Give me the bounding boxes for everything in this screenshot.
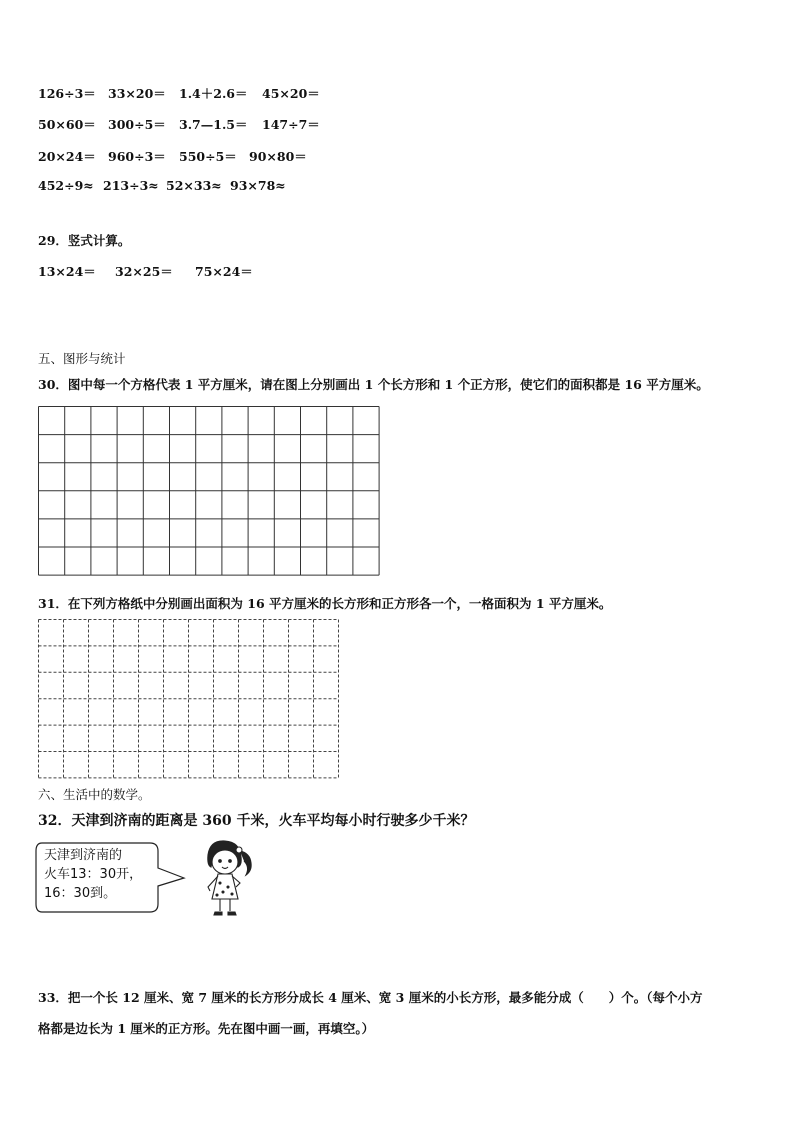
square-grid-dashed[interactable] (38, 619, 340, 779)
calc-item: 20×24＝ (38, 149, 96, 164)
calc-item: 550÷5＝ (179, 149, 237, 164)
question-29-title: 29．竖式计算。 (38, 233, 131, 248)
girl-illustration (188, 837, 258, 919)
calc-item: 126÷3＝ (38, 86, 96, 101)
calc-item: 3.7—1.5＝ (179, 117, 248, 132)
calc-item: 33×20＝ (108, 86, 166, 101)
section-6-title: 六、生活中的数学。 (38, 787, 151, 802)
q29-item: 32×25＝ (115, 264, 173, 279)
square-grid-solid[interactable] (38, 406, 381, 577)
section-5-title: 五、图形与统计 (38, 351, 126, 366)
calc-item: 45×20＝ (262, 86, 320, 101)
question-32-text: 32．天津到济南的距离是 360 千米，火车平均每小时行驶多少千米？ (38, 813, 475, 829)
calc-item: 960÷3＝ (108, 149, 166, 164)
calc-item: 300÷5＝ (108, 117, 166, 132)
question-33-line2: 格都是边长为 1 厘米的正方形。先在图中画一画，再填空。） (38, 1021, 375, 1036)
calc-item: 1.4＋2.6＝ (179, 86, 248, 101)
question-33-line1: 33．把一个长 12 厘米、宽 7 厘米的长方形分成长 4 厘米、宽 3 厘米的小长方形，最多能分成（ ）个。（每个小方 (38, 990, 703, 1005)
q29-item: 13×24＝ (38, 264, 96, 279)
bubble-line: 16：30到。 (44, 886, 117, 901)
q29-item: 75×24＝ (195, 264, 253, 279)
calc-item: 93×78≈ (230, 178, 286, 193)
question-30-text: 30．图中每一个方格代表 1 平方厘米，请在图上分别画出 1 个长方形和 1 个正方形，使它们的面积都是 16 平方厘米。 (38, 377, 709, 392)
question-31-text: 31．在下列方格纸中分别画出面积为 16 平方厘米的长方形和正方形各一个，一格面积为 1 平方厘米。 (38, 596, 612, 611)
calc-item: 147÷7＝ (262, 117, 320, 132)
calc-item: 90×80＝ (249, 149, 307, 164)
calc-item: 452÷9≈ (38, 178, 94, 193)
calc-item: 213÷3≈ (103, 178, 159, 193)
calc-item: 50×60＝ (38, 117, 96, 132)
calc-item: 52×33≈ (166, 178, 222, 193)
bubble-line: 火车13：30开， (44, 867, 143, 882)
speech-bubble-text (44, 846, 142, 903)
bubble-line: 天津到济南的 (44, 848, 123, 863)
